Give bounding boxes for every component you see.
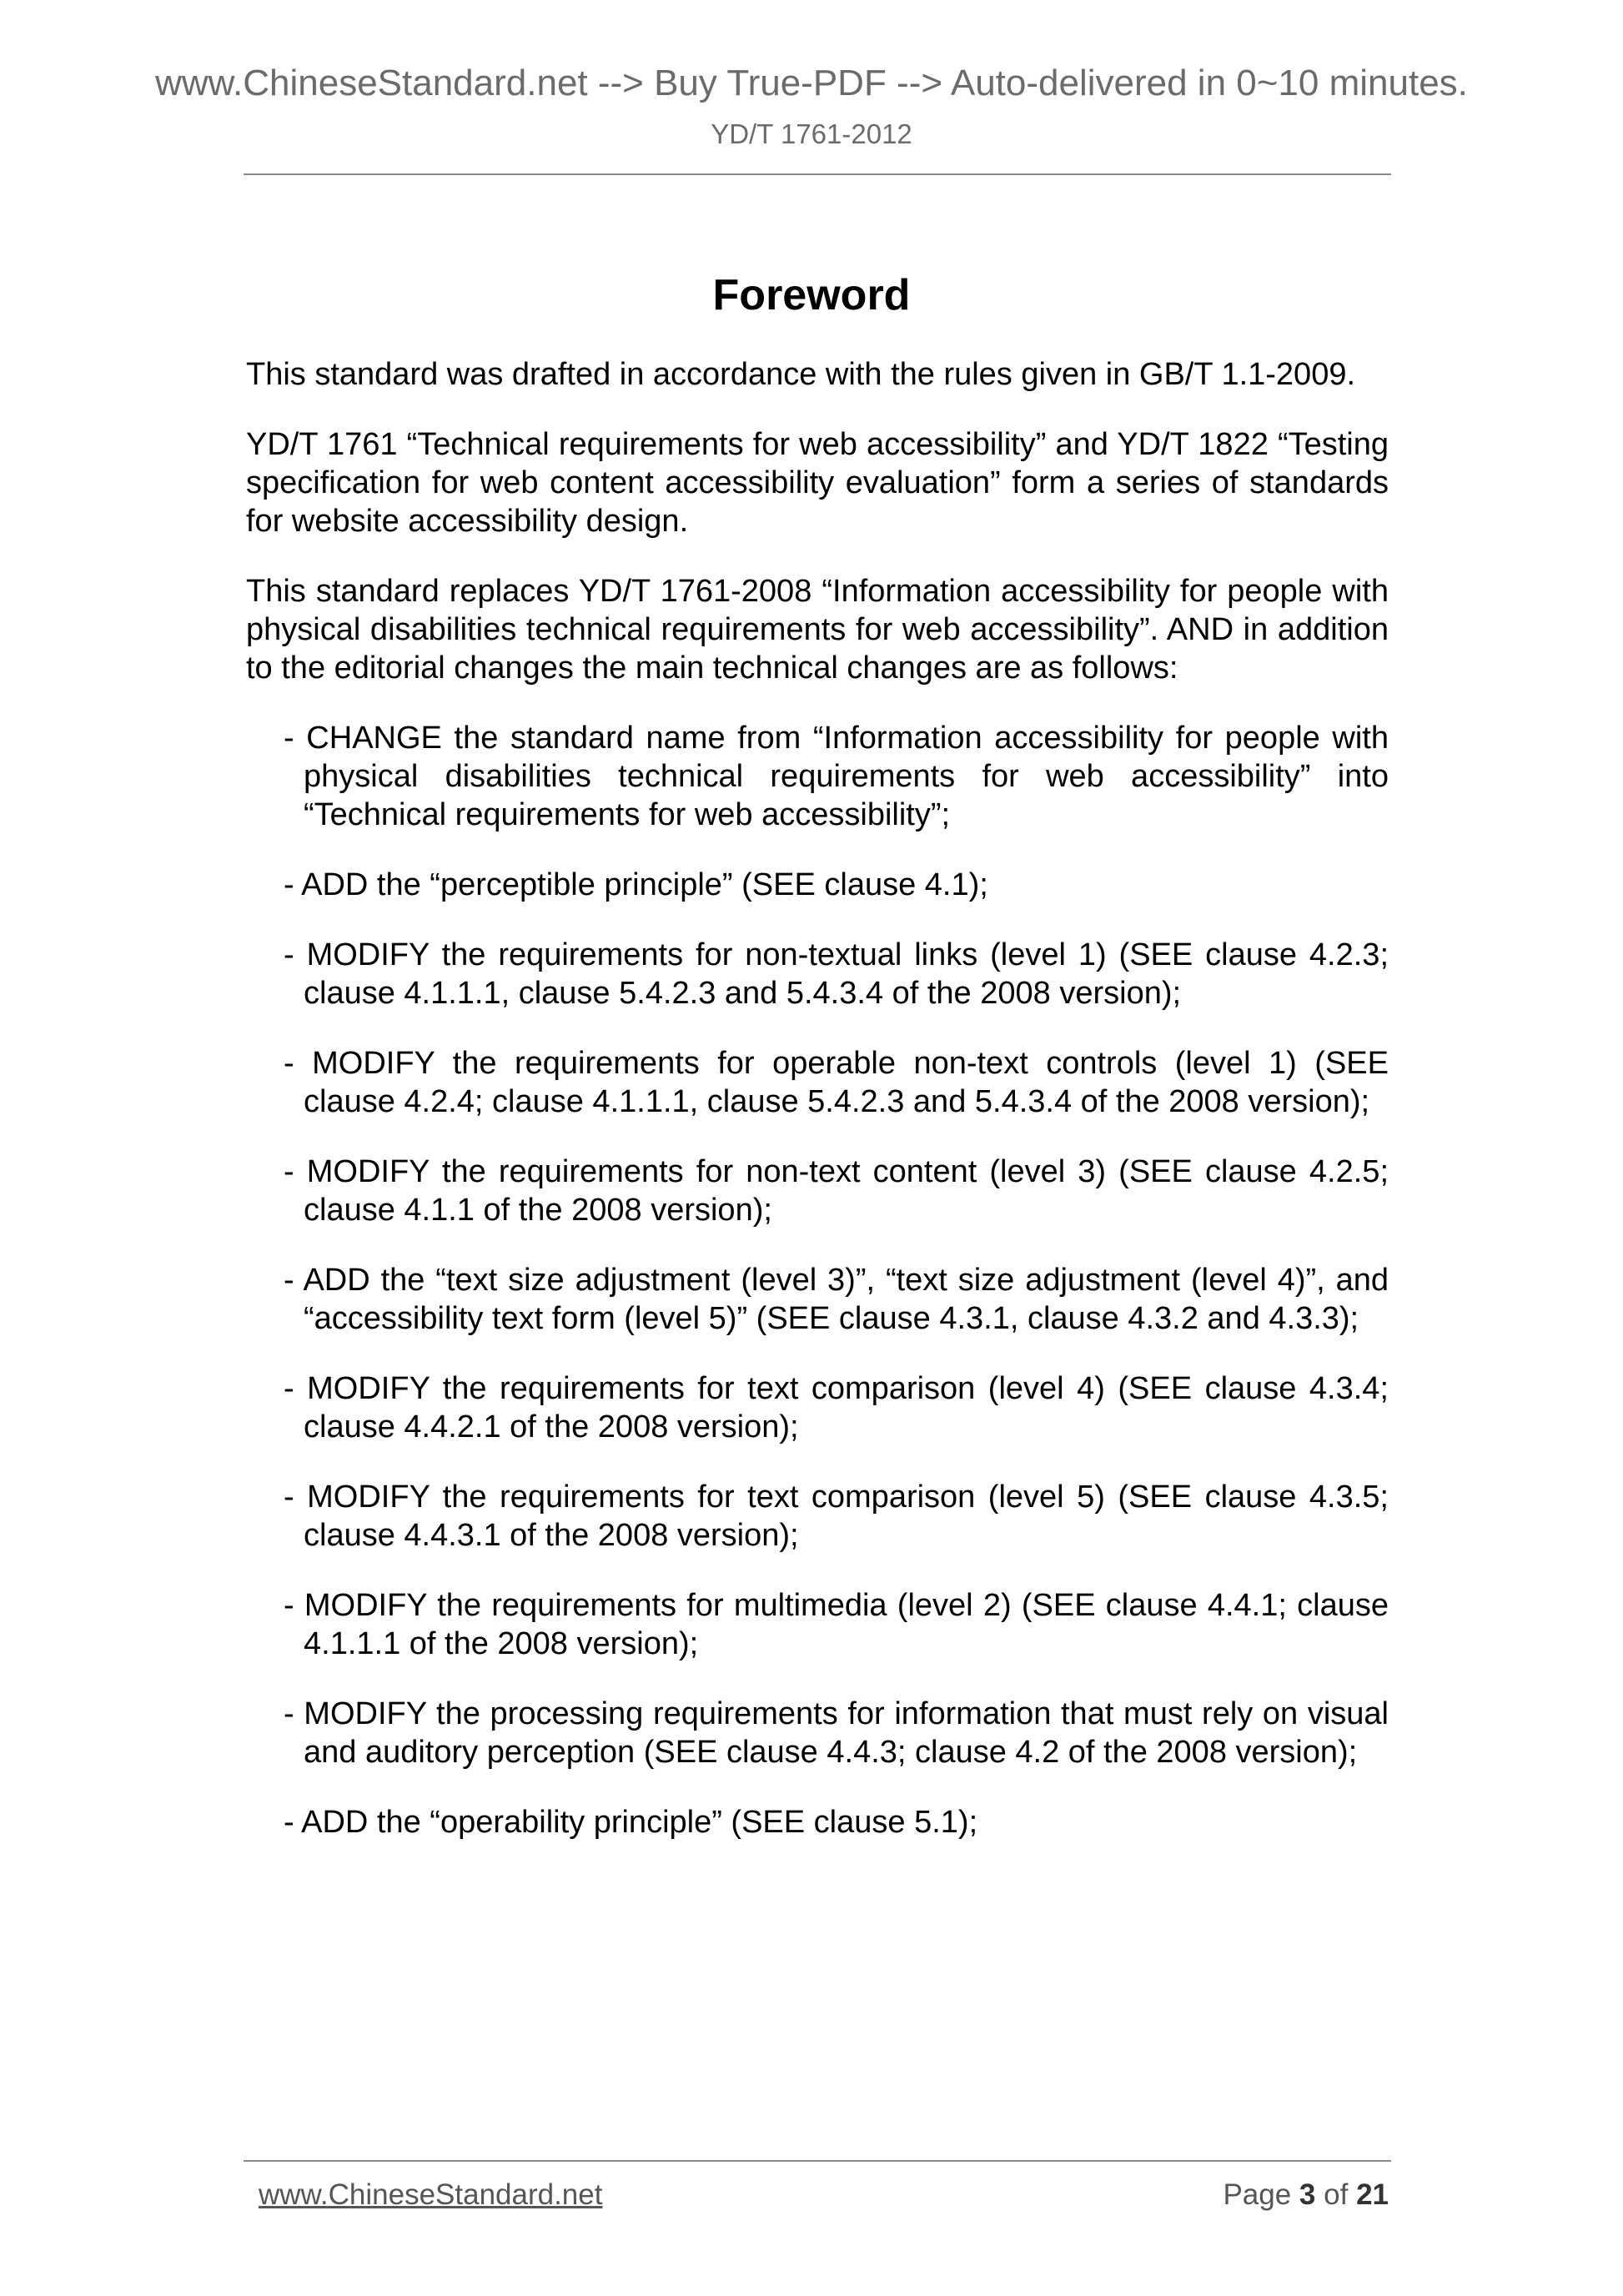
paragraph-drafting-rules: This standard was drafted in accordance with the rules given in GB/T 1.1-2009. — [246, 357, 1356, 392]
page-number — [1223, 2180, 1389, 2209]
footer-website-link[interactable]: www.ChineseStandard.net — [259, 2178, 603, 2211]
list-item: - MODIFY the requirements for multimedia (level 2) (SEE clause 4.4.1; clause 4.1.1.1 of the 2008 version); — [284, 1588, 1389, 1661]
paragraph-replacement: This standard replaces YD/T 1761-2008 “Information accessibility for people with physical disabilities technical requirements for web accessibility”. AND in addition to the editorial changes the main technical changes are as follows: — [246, 574, 1389, 686]
page-of: of — [1324, 2178, 1349, 2211]
list-item: - MODIFY the requirements for text comparison (level 5) (SEE clause 4.3.5; clause 4.4.3.1 of the 2008 version); — [284, 1480, 1389, 1553]
paragraph-series-standards: YD/T 1761 “Technical requirements for web accessibility” and YD/T 1822 “Testing specification for web content accessibility evaluation” form a series of standards for website accessibility design. — [246, 427, 1389, 539]
foreword-body — [246, 355, 1389, 1873]
page-title: Foreword — [712, 271, 911, 319]
page-prefix: Page — [1223, 2178, 1292, 2211]
list-item: - MODIFY the requirements for operable non-text controls (level 1) (SEE clause 4.2.4; clause 4.1.1.1, clause 5.4.2.3 and 5.4.3.4 of the 2008 version); — [284, 1046, 1389, 1119]
page-current: 3 — [1299, 2178, 1316, 2211]
page-total: 21 — [1356, 2178, 1389, 2211]
list-item: - ADD the “perceptible principle” (SEE clause 4.1); — [284, 867, 988, 902]
technical-changes-list — [246, 719, 1389, 1841]
list-item: - MODIFY the requirements for non-textual links (level 1) (SEE clause 4.2.3; clause 4.1.1.1, clause 5.4.2.3 and 5.4.3.4 of the 2008 version); — [284, 937, 1389, 1011]
header-banner-link[interactable]: www.ChineseStandard.net --> Buy True-PDF --> Auto-delivered in 0~10 minutes. — [155, 63, 1468, 103]
list-item: - MODIFY the requirements for text comparison (level 4) (SEE clause 4.3.4; clause 4.4.2.1 of the 2008 version); — [284, 1371, 1389, 1444]
footer-divider — [244, 2160, 1391, 2162]
list-item: - ADD the “text size adjustment (level 3)”, “text size adjustment (level 4)”, and “accessibility text form (level 5)” (SEE clause 4.3.1, clause 4.3.2 and 4.3.3); — [284, 1263, 1389, 1336]
list-item: - CHANGE the standard name from “Information accessibility for people with physical disabilities technical requirements for web accessibility” into “Technical requirements for web accessibility”; — [284, 721, 1389, 832]
list-item: - ADD the “operability principle” (SEE clause 5.1); — [284, 1805, 978, 1840]
list-item: - MODIFY the processing requirements for information that must rely on visual and auditory perception (SEE clause 4.4.3; clause 4.2 of the 2008 version); — [284, 1696, 1389, 1770]
list-item: - MODIFY the requirements for non-text content (level 3) (SEE clause 4.2.5; clause 4.1.1 of the 2008 version); — [284, 1154, 1389, 1228]
header-divider — [244, 173, 1391, 175]
document-code: YD/T 1761-2012 — [711, 118, 912, 149]
